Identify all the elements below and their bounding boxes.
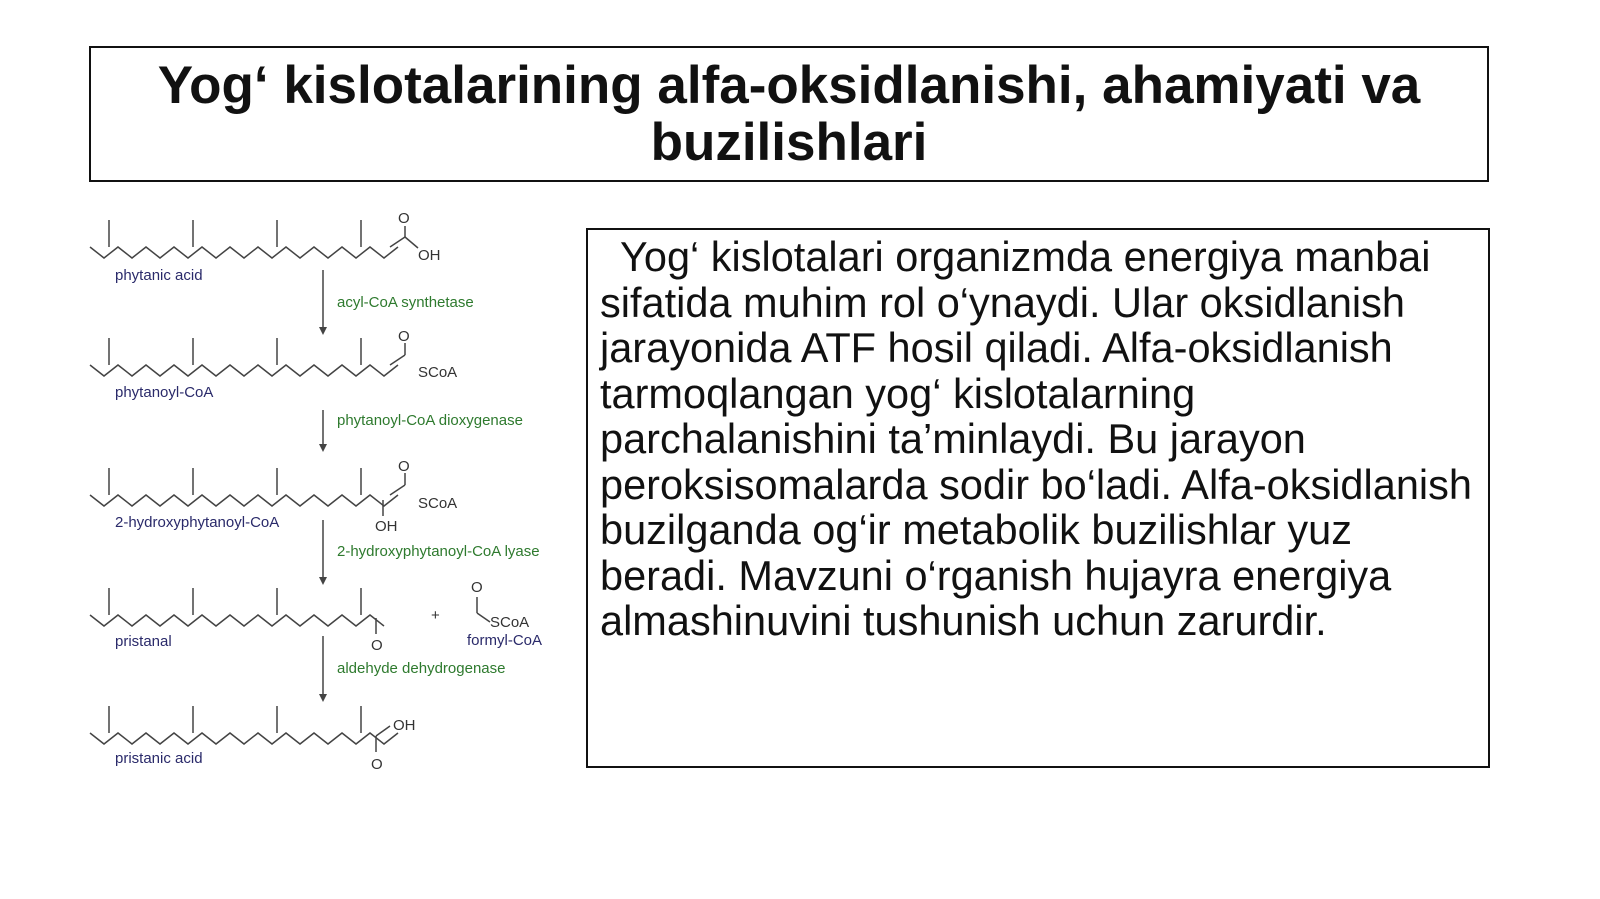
compound-label: 2-hydroxyphytanoyl-CoA	[115, 514, 280, 531]
plus-sign: +	[431, 607, 440, 624]
hydroxyl-group: OH	[375, 518, 398, 535]
slide-body-text: Yog‘ kislotalari organizmda energiya manbai sifatida muhim rol o‘ynaydi. Ular oksidlanish jarayonida ATF hosil qiladi. Alfa-oksidlanish tarmoqlangan yog‘ kislotalarning parchalanishini ta’minlaydi. Bu jarayon peroksisomalarda sodir bo‘ladi. Alfa-oksidlanish buzilganda og‘ir metabolik buzilishlar yuz beradi. Mavzuni o‘rganish hujayra energiya almashinuvini tushunish uchun zarurdir.	[600, 233, 1472, 644]
oxygen-atom: O	[398, 328, 410, 345]
carbon-chain	[90, 615, 384, 626]
arrow-head	[319, 577, 327, 585]
arrow-head	[319, 694, 327, 702]
bond	[405, 237, 418, 248]
carbon-chain	[90, 247, 398, 258]
bond	[390, 355, 405, 365]
byproduct-label: formyl-CoA	[467, 632, 543, 649]
alpha-oxidation-pathway-diagram	[85, 200, 575, 800]
oxygen-atom: O	[371, 756, 383, 773]
arrow-head	[319, 444, 327, 452]
hydroxyl-group: OH	[393, 717, 416, 734]
oxygen-atom: O	[398, 210, 410, 227]
oxygen-atom: O	[471, 579, 483, 596]
bond	[477, 613, 490, 622]
scoa-group: SCoA	[418, 495, 458, 512]
compound-label: pristanal	[115, 633, 172, 650]
oxygen-atom: O	[398, 458, 410, 475]
arrow-head	[319, 327, 327, 335]
scoa-group: SCoA	[418, 364, 458, 381]
bond	[390, 237, 405, 247]
enzyme-label: aldehyde dehydrogenase	[337, 660, 506, 677]
bond	[376, 726, 390, 736]
title-box	[89, 46, 1489, 182]
enzyme-label: phytanoyl-CoA dioxygenase	[337, 412, 523, 429]
compound-label: phytanoyl-CoA	[115, 384, 214, 401]
carbon-chain	[90, 733, 398, 744]
compound-label: pristanic acid	[115, 750, 203, 767]
enzyme-label: acyl-CoA synthetase	[337, 294, 474, 311]
carbon-chain	[90, 365, 398, 376]
slide-title: Yog‘ kislotalarining alfa-oksidlanishi, ahamiyati va buzilishlari	[157, 56, 1421, 172]
bond	[390, 485, 405, 495]
oxygen-atom: O	[371, 637, 383, 654]
enzyme-label: 2-hydroxyphytanoyl-CoA lyase	[337, 543, 540, 560]
hydroxyl-group: OH	[418, 247, 441, 264]
carbon-chain	[90, 495, 398, 506]
compound-label: phytanic acid	[115, 267, 203, 284]
scoa-group: SCoA	[490, 614, 530, 631]
text-box	[586, 228, 1490, 768]
